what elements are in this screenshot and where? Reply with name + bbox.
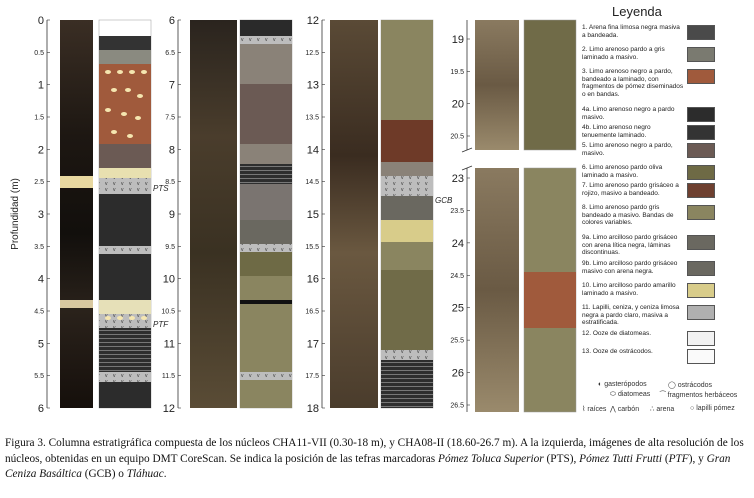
legend-item: 2. Limo arenoso pardo a gris laminado a masivo. [582,46,665,61]
legend-swatch [687,283,715,298]
tephra-label-pts: PTS [153,184,169,193]
gastropod-icon: ◐ [598,381,605,388]
depth-tick-label: 1 [37,79,44,92]
depth-tick-label: 8.5 [165,179,175,187]
depth-tick-label: 20 [451,98,464,111]
depth-tick-label: 23.5 [450,207,464,215]
legend-item: 12. Ooze de diatomeas. [582,330,652,337]
depth-tick-label: 1.5 [34,114,44,122]
depth-tick-label: 7 [168,79,175,92]
depth-tick-label: 16.5 [305,308,319,316]
legend-swatch [687,349,715,364]
panel-3 [322,20,433,408]
depth-tick-label: 12.5 [305,49,319,57]
legend-swatch [687,25,715,40]
diatom-icon: ⬭ [610,391,618,398]
charcoal-icon: ⋀ [610,406,618,413]
depth-tick-label: 25.5 [450,337,464,345]
legend-diatomeas: ⬭ diatomeas [610,391,651,398]
legend-item: 11. Lapilli, ceniza, y ceniza limosa negra a pardo claro, masiva a estratificada. [582,304,680,326]
legend-swatch [687,205,715,220]
legend-item: 7. Limo arenoso pardo grisáceo a rojizo, masivo a bandeado. [582,182,679,197]
legend-carbon: ⋀ carbón [610,406,640,413]
depth-tick-label: 9 [168,209,175,221]
depth-tick-label: 6 [37,403,44,415]
depth-tick-label: 11 [163,338,175,351]
depth-tick-label: 5 [37,338,44,351]
depth-tick-label: 13.5 [305,114,319,122]
depth-tick-label: 19.5 [450,68,464,76]
legend-swatch [687,143,715,158]
core-photo-4a [475,20,519,150]
core-photo-4b [475,168,519,412]
panel-1 [47,20,151,408]
depth-tick-label: 14.5 [305,179,319,187]
depth-tick-label: 12 [306,15,319,27]
depth-tick-label: 12 [162,403,175,415]
depth-tick-label: 17 [306,338,319,351]
legend-swatch [687,165,715,180]
legend-item: 13. Ooze de ostrácodos. [582,348,653,355]
legend-ostracodos: ◯ ostrácodos [668,382,713,389]
depth-tick-label: 2 [37,144,44,157]
legend-swatch [687,261,715,276]
core-photo-1 [60,20,93,408]
legend-item: 6. Limo arenoso pardo oliva laminado a masivo. [582,164,663,179]
legend-swatch [687,47,715,62]
root-icon: ⌇ [582,406,588,413]
depth-tick-label: 3 [37,209,44,221]
legend-swatch [687,107,715,122]
depth-tick-label: 24 [451,237,464,250]
depth-tick-label: 26 [451,367,464,380]
legend-item: 10. Limo arcilloso pardo amarillo laminado a masivo. [582,282,676,297]
legend-title: Leyenda [612,4,662,19]
legend-raices: ⌇ raíces [582,406,607,413]
legend-gasteropodos: ◐ gasterópodos [598,381,647,388]
tephra-label-gcb: GCB [435,196,453,205]
core-photo-2 [190,20,237,408]
depth-tick-label: 23 [451,173,464,185]
depth-tick-label: 11.5 [161,373,175,381]
depth-tick-label: 4 [37,273,44,286]
panel-4 [462,20,576,412]
depth-tick-label: 0 [37,15,44,27]
legend-swatch [687,235,715,250]
depth-tick-label: 26.5 [450,402,464,410]
depth-tick-label: 4.5 [34,308,44,316]
tephra-label-ptf: PTF [153,320,169,329]
legend-swatch [687,69,715,84]
depth-tick-label: 6 [168,15,175,27]
depth-tick-label: 15.5 [305,243,319,251]
legend-item: 1. Arena fina limosa negra masiva a bandeada. [582,24,680,39]
depth-tick-label: 24.5 [450,272,464,280]
legend-swatch [687,331,715,346]
depth-tick-label: 18 [306,403,319,415]
depth-tick-label: 10.5 [161,308,175,316]
depth-tick-label: 15 [306,209,319,221]
legend-item: 4b. Limo arenoso negro tenuemente laminado. [582,124,651,139]
depth-tick-label: 14 [306,144,319,157]
sand-icon: ∴ [650,406,657,413]
depth-tick-label: 2.5 [34,179,44,187]
legend-arena: ∴ arena [650,406,675,413]
depth-tick-label: 17.5 [305,373,319,381]
depth-tick-label: 10 [162,273,175,286]
legend-item: 5. Limo arenoso negro a pardo, masivo. [582,142,673,157]
depth-tick-label: 13 [306,79,319,92]
herb-fragment-icon: ⁀ [660,392,668,399]
legend-swatch [687,305,715,320]
legend-item: 8. Limo arenoso pardo gris bandeado a masivo. Bandas de colores variables. [582,204,674,226]
legend-item: 9b. Limo arcilloso pardo grisáceo masivo con arena negra. [582,260,678,275]
y-axis-label: Profundidad (m) [10,178,21,250]
legend-item: 3. Limo arenoso negro a pardo, bandeado a laminado, con fragmentos de pómez diseminados o en bandas. [582,68,684,98]
depth-tick-label: 0.5 [34,49,44,57]
depth-tick-label: 20.5 [450,133,464,141]
depth-tick-label: 25 [451,302,464,315]
legend-item: 9a. Limo arcilloso pardo grisáceo con arena lítica negra, láminas discontinuas. [582,234,678,256]
core-photo-3 [330,20,378,408]
figure-caption: Figura 3. Columna estratigráfica compuesta de los núcleos CHA11-VII (0.30-18 m), y CHA08-II (18.60-26.7 m). A la izquierda, imágenes de alta resolución de los núcleos, obtenidas en un equipo DMT CoreScan. Se indica la posición de las tefras marcadoras Pómez Toluca Superior (PTS), Pómez Tutti Frutti (PTF), y Gran Ceniza Basáltica (GCB) o Tláhuac. [5,437,744,480]
legend-item: 4a. Limo arenoso negro a pardo masivo. [582,106,675,121]
depth-tick-label: 19 [451,34,464,46]
depth-tick-label: 16 [306,273,319,286]
pumice-icon: ○ [690,405,697,412]
depth-tick-label: 7.5 [165,114,175,122]
ostracod-icon: ◯ [668,382,678,389]
depth-tick-label: 9.5 [165,243,175,251]
legend-swatch [687,125,715,140]
legend-swatch [687,183,715,198]
depth-tick-label: 3.5 [34,243,44,251]
depth-tick-label: 5.5 [34,373,44,381]
panel-2 [178,20,292,408]
legend-lapilli: ○ lapilli pómez [690,405,735,412]
depth-tick-label: 8 [168,144,175,157]
legend-fragmentos: ⁀ fragmentos herbáceos [660,392,738,399]
depth-tick-label: 6.5 [165,49,175,57]
